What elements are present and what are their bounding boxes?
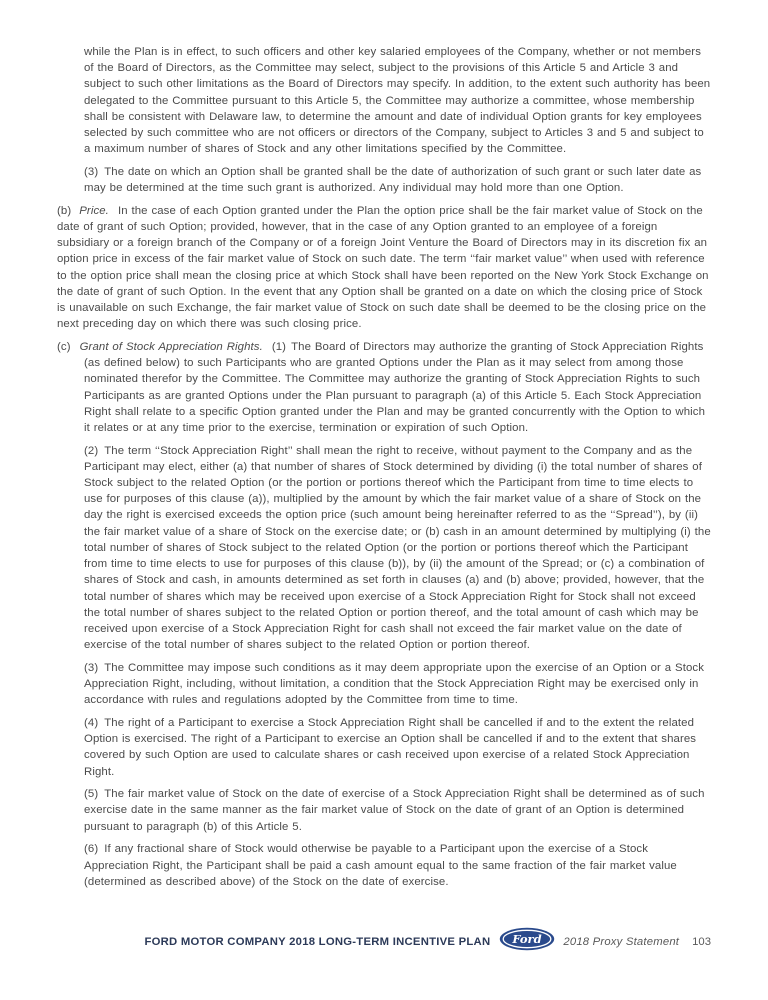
paragraph-title: Grant of Stock Appreciation Rights. xyxy=(79,340,263,353)
paragraph-c-sar xyxy=(57,339,712,436)
paragraph-label: (3) xyxy=(84,165,99,178)
paragraph-c5 xyxy=(84,786,712,835)
paragraph-continuation xyxy=(84,44,712,157)
page-footer xyxy=(144,927,711,956)
plan-title: FORD MOTOR COMPANY 2018 LONG-TERM INCENTIVE PLAN xyxy=(144,935,491,948)
ford-logo-icon xyxy=(499,927,555,956)
svg-text:Ford: Ford xyxy=(512,932,543,947)
paragraph-c4 xyxy=(84,715,712,780)
paragraph-label: (6) xyxy=(84,843,99,856)
page-number: 103 xyxy=(692,935,711,948)
paragraph-text: The fair market value of Stock on the date of exercise of a Stock Appreciation Right shall be determined as of such exercise date in the same manner as the fair market value of Stock on the date of grant of an Option is determined pursuant to paragraph (b) of this Article 5. xyxy=(84,788,705,833)
paragraph-text: The term ‘‘Stock Appreciation Right’’ shall mean the right to receive, without payment to the Company and as the Participant may elect, either (a) that number of shares of Stock determined by dividing (i) the total number of shares of Stock subject to the related Option (or the portion or portions thereof which the Participant from time to time elects to use for purposes of this clause (a)), multiplied by the amount by which the fair market value of a share of Stock on the day the right is exercised exceeds the option price (such amount being hereinafter referred to as the ‘‘Spread’’), by (ii) the fair market value of a share of Stock on the exercise date; or (b) cash in an amount determined by multiplying (i) the total number of shares of Stock subject to the related Option (or the portion or portions thereof which the Participant from time to time elects to use for purposes of this clause (b)), by (ii) the amount of the Spread; or (c) a combination of shares of Stock and cash, in amounts determined as set forth in clauses (a) and (b) above; provided, however, that the total number of shares which may be received upon exercise of a Stock Appreciation Right for Stock shall not exceed the total number of shares subject to the related Option or portion thereof, and the total amount of cash which may be received upon exercise of a Stock Appreciation Right for cash shall not exceed the fair market value on the date of exercise of the total number of shares subject to the related Option or portion thereof. xyxy=(84,444,711,652)
paragraph-label: (3) xyxy=(84,661,99,674)
paragraph-b-price xyxy=(57,203,712,333)
paragraph-text: The Board of Directors may authorize the granting of Stock Appreciation Rights (as defined below) to such Participants who are granted Options under the Plan as it may select from among those nominated therefor by the Committee. The Committee may authorize the granting of Stock Appreciation Rights to such Participants as are granted Options under the Plan pursuant to paragraph (a) of this Article 5. Each Stock Appreciation Right shall relate to a specific Option granted under the Plan and may be granted concurrently with the Option to which it relates or at any time prior to the exercise, termination or expiration of such Option. xyxy=(84,340,706,434)
paragraph-c6 xyxy=(84,841,712,890)
paragraph-text: The Committee may impose such conditions as it may deem appropriate upon the exercise of an Option or a Stock Appreciation Right, including, without limitation, a condition that the Stock Appreciation Right may be exercised only in accordance with rules and regulations adopted by the Committee from time to time. xyxy=(84,661,705,707)
doc-title: 2018 Proxy Statement xyxy=(563,935,680,948)
paragraph-text: while the Plan is in effect, to such officers and other key salaried employees of the Company, whether or not members of the Board of Directors, as the Committee may select, subject to the provisions of this Article 5 and Article 3 and subject to such other limitations as the Board of Directors may specify. In addition, to the extent such authority has been delegated to the Committee pursuant to this Article 5, the Committee may authorize a committee, whose membership shall be consistent with Delaware law, to determine the amount and date of individual Option grants for key employees selected by such committee who are not officers or directors of the Company, subject to Articles 3 and 5 and subject to a maximum number of shares of Stock and any other limitations specified by the Committee. xyxy=(84,46,711,156)
paragraph-label: (2) xyxy=(84,444,99,457)
paragraph-c3 xyxy=(84,660,712,709)
paragraph-text: The date on which an Option shall be granted shall be the date of authorization of such grant or such later date as may be determined at the time such grant is authorized. Any individual may hold more than one Option. xyxy=(84,165,702,195)
paragraph-label: (4) xyxy=(84,716,99,729)
paragraph-c2 xyxy=(84,443,712,654)
document-body xyxy=(57,44,712,896)
paragraph-label: (c) xyxy=(57,340,71,353)
paragraph-text: In the case of each Option granted under the Plan the option price shall be the fair market value of Stock on the date of grant of such Option; provided, however, that in the case of any Option granted to an employee of a foreign subsidiary or a foreign branch of the Company or of a foreign Joint Venture the Board of Directors may in its discretion fix an option price in excess of the fair market value of Stock on such date. The term ‘‘fair market value’’ when used with reference to the option price shall mean the closing price at which Stock shall have been reported on the New York Stock Exchange on the date of grant of such Option. In the event that any Option shall be granted on a date on which the closing price of Stock is unavailable on such Exchange, the fair market value of Stock on such date shall be deemed to be the closing price on the next preceding day on which there was such closing price. xyxy=(57,204,709,331)
paragraph-label: (5) xyxy=(84,788,99,801)
paragraph-a3 xyxy=(84,164,712,196)
paragraph-sublabel: (1) xyxy=(271,340,287,353)
paragraph-text: The right of a Participant to exercise a Stock Appreciation Right shall be cancelled if and to the extent the related Option is exercised. The right of a Participant to exercise an Option shall be cancelled if and to the extent that shares covered by such Option are used to calculate shares or cash received upon exercise of a related Stock Appreciation Right. xyxy=(84,716,697,778)
paragraph-text: If any fractional share of Stock would otherwise be payable to a Participant upon the exercise of a Stock Appreciation Right, the Participant shall be paid a cash amount equal to the same fraction of the fair market value (determined as described above) of the Stock on the date of exercise. xyxy=(84,843,677,888)
paragraph-label: (b) xyxy=(57,204,72,217)
paragraph-title: Price. xyxy=(79,204,109,217)
